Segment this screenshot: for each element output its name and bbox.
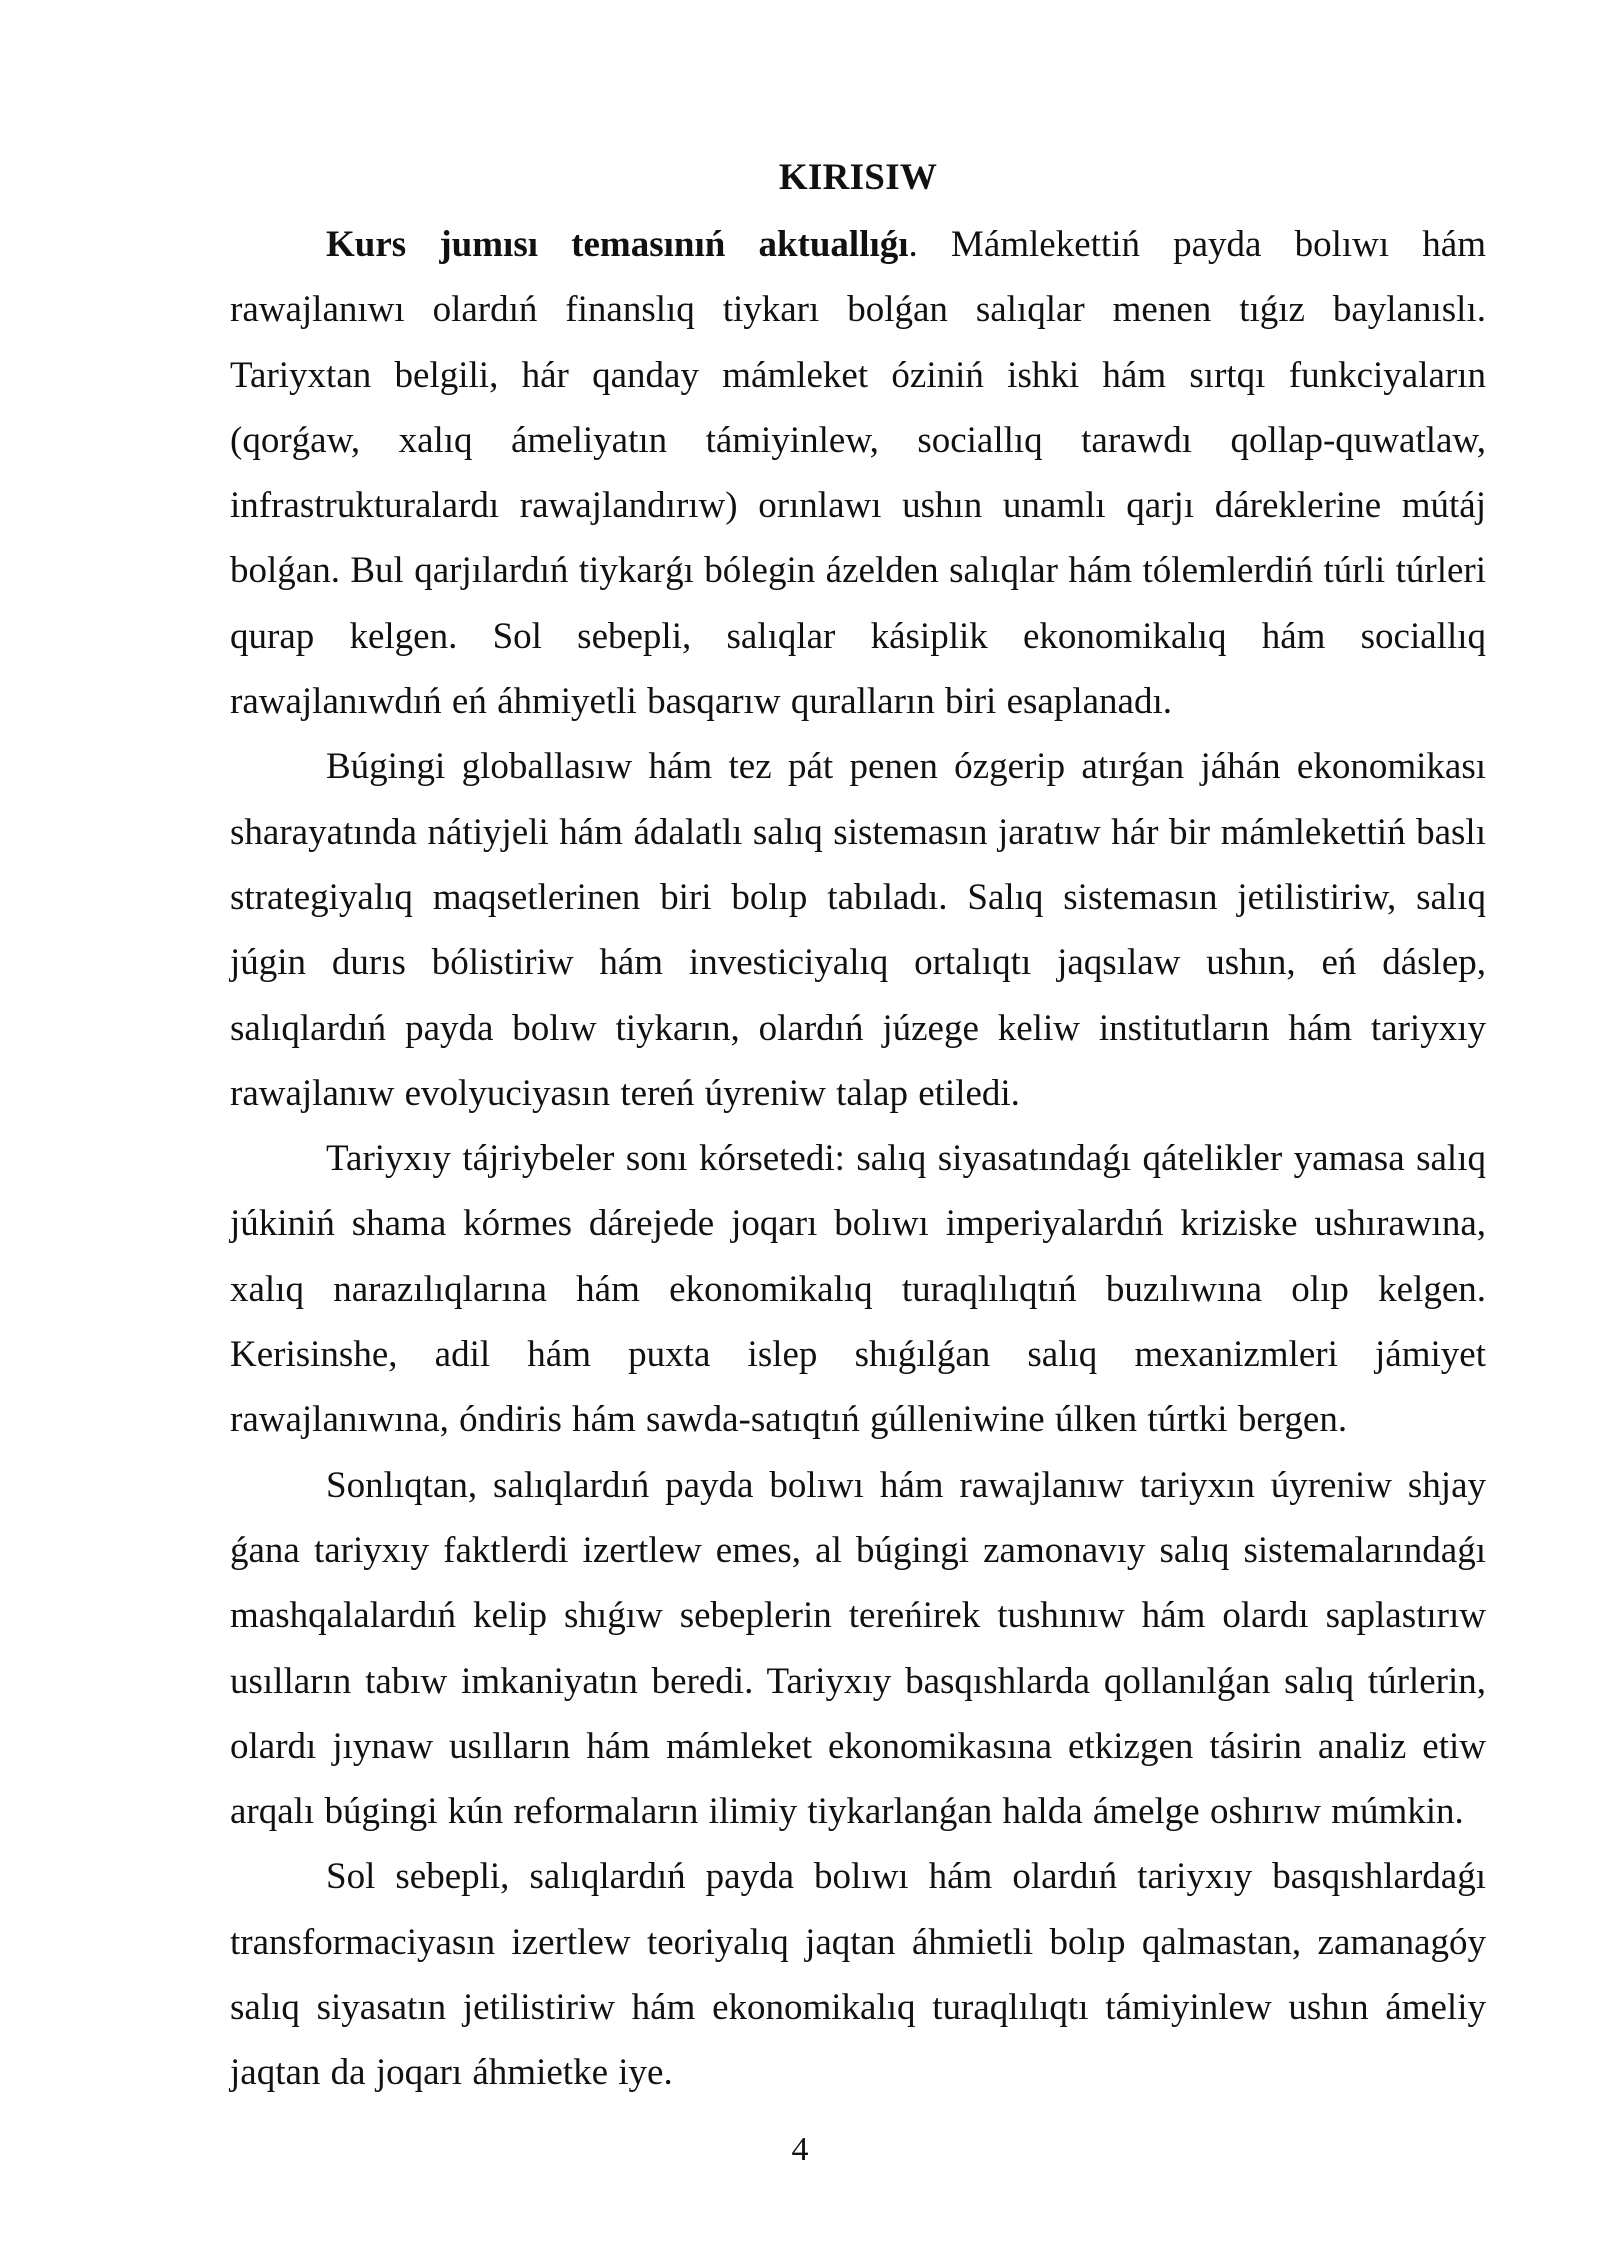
paragraph-4: Sonlıqtan, salıqlardıń payda bolıwı hám rawajlanıw tariyxın úyreniw shjay ǵana tariyxıy faktlerdi izertlew emes, al búgingi zamonavıy salıq sistemalarındaǵı mashqalalardıń kelip shıǵıw sebeplerin tereńirek tushınıw hám olardı saplastırıw usılların tabıw imkaniyatın beredi. Tariyxıy basqıshlarda qollanılǵan salıq túrlerin, olardı jıynaw usılların hám mámleket ekonomikasına etkizgen tásirin analiz etiw arqalı búgingi kún reformaların ilimiy tiykarlanǵan halda ámelge oshırıw múmkin.: [230, 1464, 1486, 1833]
paragraph-1-text: . Mámlekettiń payda bolıwı hám rawajlanıwı olardıń finanslıq tiykarı bolǵan salıqlar menen tıǵız baylanıslı. Tariyxtan belgili, hár qanday mámleket óziniń ishki hám sırtqı funkciyaların (qorǵaw, xalıq ámeliyatın támiyinlew, sociallıq tarawdı qollap-quwatlaw, infrastrukturalardı rawajlandırıw) orınlawı ushın unamlı qarjı dáreklerine mútáj bolǵan. Bul qarjılardıń tiykarǵı bólegin ázelden salıqlar hám tólemlerdiń túrli túrleri qurap kelgen. Sol sebepli, salıqlar kásiplik ekonomikalıq hám sociallıq rawajlanıwdıń eń áhmiyetli basqarıw quralların biri esaplanadı.: [230, 224, 1487, 723]
section-title: KIRISIW: [778, 157, 938, 198]
relevance-heading: Kurs jumısı temasınıń aktuallıǵı: [326, 224, 909, 265]
paragraph-3: Tariyxıy tájriybeler sonı kórsetedi: salıq siyasatındaǵı qátelikler yamasa salıq júkiniń shama kórmes dárejede joqarı bolıwı imperiyalardıń kriziske ushırawına, xalıq narazılıqlarına hám ekonomikalıq turaqlılıqtıń buzılıwına olıp kelgen. Kerisinshe, adil hám puxta islep shıǵılǵan salıq mexanizmleri jámiyet rawajlanıwına, óndiris hám sawda-satıqtıń gúlleniwine úlken túrtki bergen.: [230, 1138, 1486, 1441]
page-content: [230, 148, 1486, 2106]
paragraph-1: [230, 212, 1486, 734]
paragraph-2: Búgingi globallasıw hám tez pát penen ózgerip atırǵan jáhán ekonomikası sharayatında nátiyjeli hám ádalatlı salıq sistemasın jaratıw hár bir mámlekettiń baslı strategiyalıq maqsetlerinen biri bolıp tabıladı. Salıq sistemasın jetilistiriw, salıq júgin durıs bólistiriw hám investiciyalıq ortalıqtı jaqsılaw ushın, eń dáslep, salıqlardıń payda bolıw tiykarın, olardıń júzege keliw institutların hám tariyxıy rawajlanıw evolyuciyasın tereń úyreniw talap etiledi.: [230, 746, 1486, 1114]
page-number: 4: [791, 2131, 809, 2168]
paragraph-5: Sol sebepli, salıqlardıń payda bolıwı hám olardıń tariyxıy basqıshlardaǵı transformaciyasın izertlew teoriyalıq jaqtan áhmietli bolıp qalmastan, zamanagóy salıq siyasatın jetilistiriw hám ekonomikalıq turaqlılıqtı támiyinlew ushın ámeliy jaqtan da joqarı áhmietke iye.: [230, 1856, 1486, 2094]
